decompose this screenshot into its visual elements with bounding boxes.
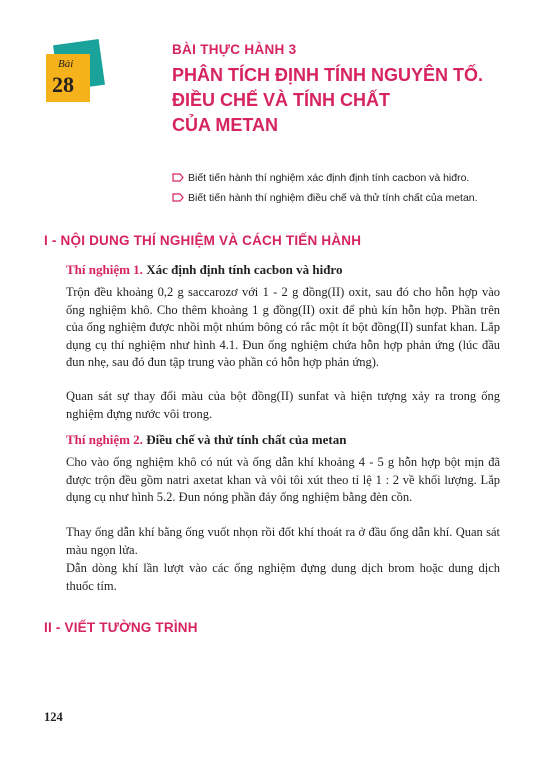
experiment-2-label: Thí nghiệm 2. <box>66 432 143 447</box>
objectives-list <box>172 168 532 208</box>
objective-text: Biết tiến hành thí nghiệm điều chế và thử tính chất của metan. <box>188 192 478 204</box>
arrow-icon <box>172 173 184 182</box>
lesson-badge <box>42 42 106 106</box>
objective-item <box>172 188 532 208</box>
lesson-title-line: ĐIỀU CHẾ VÀ TÍNH CHẤT <box>172 90 391 110</box>
experiment-2-name: Điều chế và thử tính chất của metan <box>146 432 347 447</box>
section-heading-2: II - VIẾT TƯỜNG TRÌNH <box>44 620 198 635</box>
objective-item <box>172 168 532 188</box>
experiment-2-paragraph: Cho vào ống nghiệm khô có nút và ống dẫn khí khoảng 4 - 5 g hỗn hợp bột mịn đã được trộn đều gồm natri axetat khan và vôi tôi xút theo tỉ lệ 1 : 2 về khối lượng. Lắp dụng cụ như hình 5.2. Đun nóng phần đáy ống nghiệm bằng đèn cồn. <box>66 455 500 505</box>
experiment-1-label: Thí nghiệm 1. <box>66 262 143 277</box>
experiment-2-paragraph: Thay ống dẫn khí bằng ống vuốt nhọn rồi đốt khí thoát ra ở đầu ống dẫn khí. Quan sát màu ngọn lửa. <box>66 525 500 557</box>
objective-text: Biết tiến hành thí nghiệm xác định định tính cacbon và hiđro. <box>188 172 470 184</box>
experiment-1-heading <box>66 262 342 278</box>
arrow-icon <box>172 193 184 202</box>
experiment-1-paragraph: Trộn đều khoảng 0,2 g saccarozơ với 1 - 2 g đồng(II) oxit, sau đó cho hỗn hợp vào ống nghiệm khô. Cho thêm khoảng 1 g đồng(II) oxit để phủ kín hỗn hợp. Phần trên của ống nghiệm được nhồi một nhúm bông có rắc một ít bột đồng(II) sunfat khan. Lắp dụng cụ thí nghiệm như hình 4.1. Đun ống nghiệm chứa hỗn hợp phản ứng (lúc đầu đun nhẹ, sau đó đun tập trung vào phần có hỗn hợp phản ứng). <box>66 285 500 370</box>
badge-bai-label: Bài <box>58 58 74 70</box>
lesson-title-line: CỦA METAN <box>172 115 278 135</box>
experiment-1-paragraph: Quan sát sự thay đổi màu của bột đồng(II) sunfat và hiện tượng xảy ra trong ống nghiệm đựng nước vôi trong. <box>66 389 500 421</box>
section-heading-1: I - NỘI DUNG THÍ NGHIỆM VÀ CÁCH TIẾN HÀNH <box>44 233 362 248</box>
experiment-2-heading <box>66 432 346 448</box>
lesson-title-line: PHÂN TÍCH ĐỊNH TÍNH NGUYÊN TỐ. <box>172 65 484 85</box>
badge-number: 28 <box>52 72 74 97</box>
experiment-1-name: Xác định định tính cacbon và hiđro <box>146 262 343 277</box>
lesson-label: BÀI THỰC HÀNH 3 <box>172 42 297 57</box>
lesson-title <box>172 63 532 138</box>
lesson-header <box>172 42 532 138</box>
experiment-2-paragraph: Dẫn dòng khí lần lượt vào các ống nghiệm đựng dung dịch brom hoặc dung dịch thuốc tím. <box>66 561 500 593</box>
page-number: 124 <box>44 710 63 724</box>
